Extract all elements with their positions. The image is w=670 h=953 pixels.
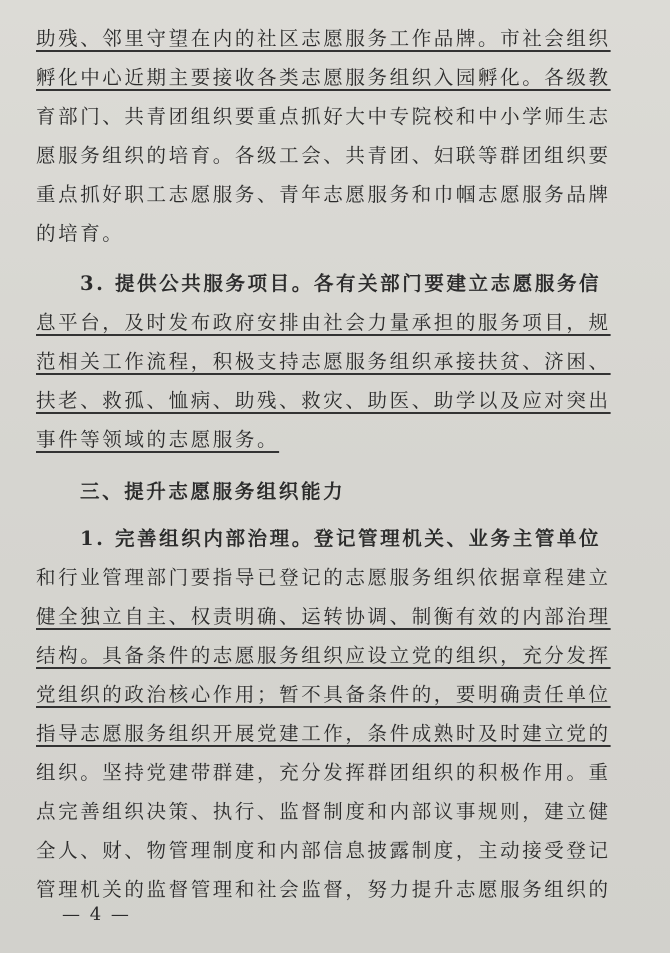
chapter-heading-line [80, 475, 345, 509]
text-line-content: 孵化中心近期主要接收各类志愿服务组织入园孵化。各级教 [36, 66, 611, 89]
text-line [36, 873, 611, 907]
text-line [36, 639, 611, 673]
text-line [36, 795, 611, 829]
text-line [36, 834, 611, 868]
text-line [36, 423, 279, 457]
text-line-content: 结构。具备条件的志愿服务组织应设立党的组织，充分发挥 [36, 644, 611, 667]
text-line [36, 22, 611, 56]
text-line-content: 和行业管理部门要指导已登记的志愿服务组织依据章程建立 [36, 566, 611, 589]
text-line-content: 全人、财、物管理制度和内部信息披露制度，主动接受登记 [36, 839, 611, 862]
text-line-content: 党组织的政治核心作用；暂不具备条件的，要明确责任单位 [36, 683, 611, 706]
text-line [36, 178, 611, 212]
text-line-content: 育部门、共青团组织要重点抓好大中专院校和中小学师生志 [36, 105, 611, 128]
text-line-content: 息平台，及时发布政府安排由社会力量承担的服务项目，规 [36, 311, 611, 334]
text-line-content: 重点抓好职工志愿服务、青年志愿服务和巾帼志愿服务品牌 [36, 183, 611, 206]
text-line [36, 61, 611, 95]
text-line-content: 助残、邻里守望在内的社区志愿服务工作品牌。市社会组织 [36, 27, 611, 50]
text-line-content: 1. 完善组织内部治理。登记管理机关、业务主管单位 [80, 527, 602, 550]
section-heading-line [80, 267, 601, 301]
text-line-content: 事件等领域的志愿服务。 [36, 428, 280, 451]
text-line-content: 管理机关的监督管理和社会监督，努力提升志愿服务组织的 [36, 878, 611, 901]
text-line [36, 345, 611, 379]
text-line-content: 的培育。 [36, 222, 125, 245]
text-line [36, 561, 611, 595]
text-line-content: 扶老、救孤、恤病、助残、救灾、助医、助学以及应对突出 [36, 389, 611, 412]
text-line-content: 范相关工作流程，积极支持志愿服务组织承接扶贫、济困、 [36, 350, 611, 373]
section-heading-line [80, 522, 601, 556]
text-line [36, 717, 611, 751]
text-line-content: 指导志愿服务组织开展党建工作，条件成熟时及时建立党的 [36, 722, 611, 745]
text-line [36, 217, 124, 251]
page-number: — 4 — [62, 904, 131, 925]
text-line [36, 756, 611, 790]
text-line-content: 健全独立自主、权责明确、运转协调、制衡有效的内部治理 [36, 605, 611, 628]
text-line [36, 678, 611, 712]
text-line [36, 306, 611, 340]
text-line-content: 三、提升志愿服务组织能力 [80, 480, 346, 503]
text-line-content: 点完善组织决策、执行、监督制度和内部议事规则，建立健 [36, 800, 611, 823]
text-line-content: 愿服务组织的培育。各级工会、共青团、妇联等群团组织要 [36, 144, 611, 167]
text-line [36, 600, 611, 634]
text-line-content: 组织。坚持党建带群建，充分发挥群团组织的积极作用。重 [36, 761, 611, 784]
text-line [36, 384, 611, 418]
text-line [36, 139, 611, 173]
text-line [36, 100, 611, 134]
text-line-content: 3. 提供公共服务项目。各有关部门要建立志愿服务信 [80, 272, 602, 295]
